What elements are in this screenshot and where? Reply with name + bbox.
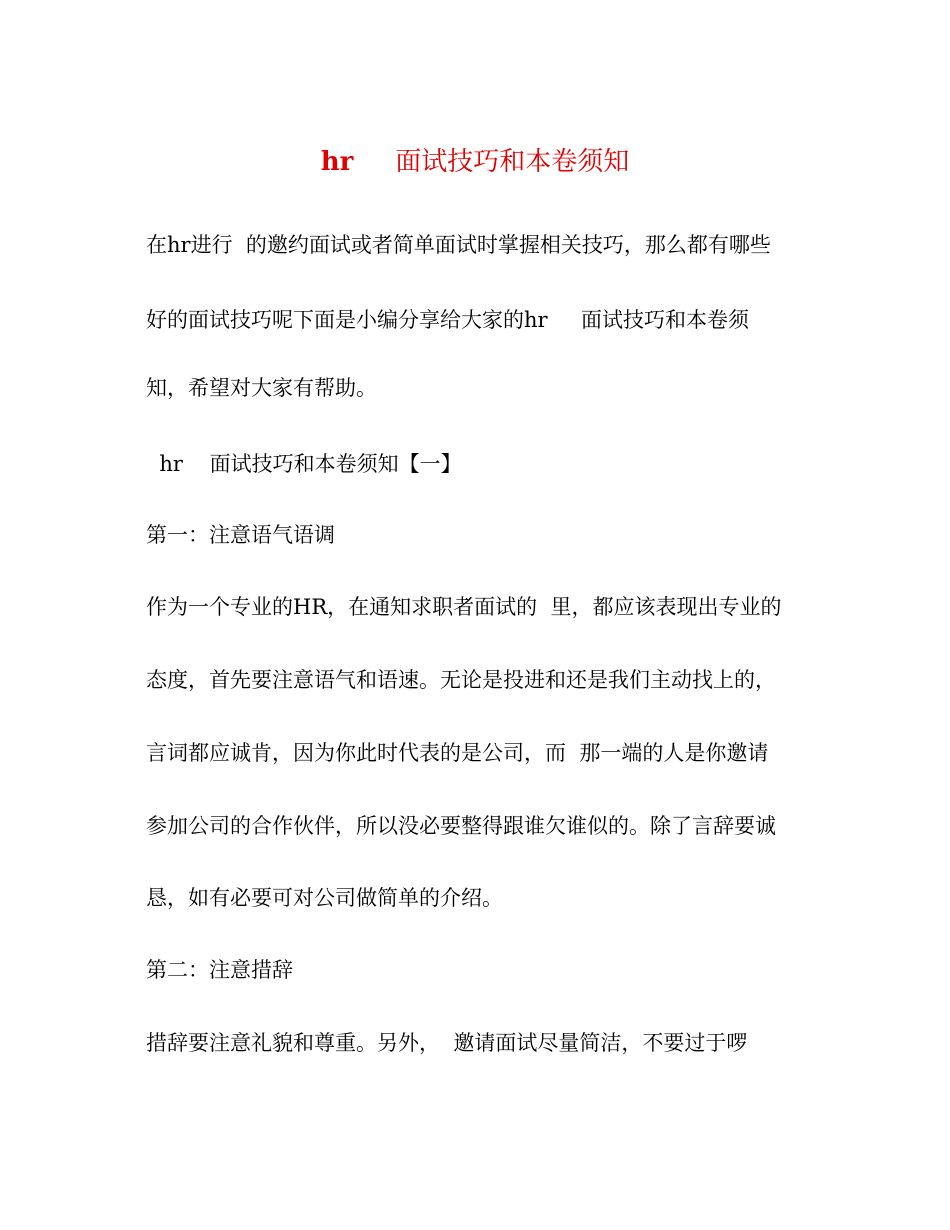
paragraph-line: 措辞要注意礼貌和尊重。另外， 邀请面试尽量简洁，不要过于啰 — [146, 1031, 748, 1055]
paragraph-line: 恳，如有必要可对公司做简单的介绍。 — [146, 886, 503, 910]
paragraph-line: 好的面试技巧呢下面是小编分享给大家的hr 面试技巧和本卷须 — [146, 308, 749, 332]
paragraph-line: 态度，首先要注意语气和语速。无论是投进和还是我们主动找上的， — [146, 668, 776, 692]
paragraph-line: 作为一个专业的HR，在通知求职者面试的 里，都应该表现出专业的 — [146, 595, 782, 619]
document-title — [0, 140, 950, 184]
paragraph-line: 参加公司的合作伙伴，所以没必要整得跟谁欠谁似的。除了言辞要诚 — [146, 814, 776, 838]
title-hr: hr — [320, 147, 354, 177]
paragraph-line: 在hr进行 的邀约面试或者简单面试时掌握相关技巧，那么都有哪些 — [146, 233, 771, 257]
subheading: 第一：注意语气语调 — [146, 523, 335, 547]
title-text: 面试技巧和本卷须知 — [395, 147, 630, 177]
paragraph-line: 知，希望对大家有帮助。 — [146, 376, 377, 400]
paragraph-line: 言词都应诚肯，因为你此时代表的是公司，而 那一端的人是你邀请 — [146, 741, 769, 765]
subheading: 第二：注意措辞 — [146, 958, 293, 982]
section-heading: hr 面试技巧和本卷须知【一】 — [146, 452, 462, 476]
